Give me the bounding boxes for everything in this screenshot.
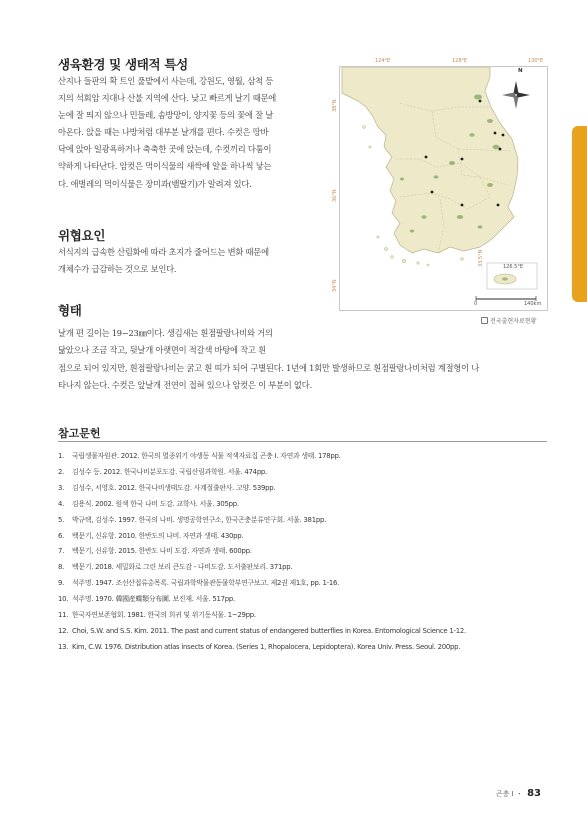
chapter-tab — [572, 126, 587, 302]
references-list — [58, 449, 553, 656]
list-item: 12. Choi, S.W. and S.S. Kim. 2011. The past and current status of endangered butterflies in Korea. Entomological Science 1-12. — [58, 626, 466, 635]
text-line: 산지나 들판의 확 트인 풀밭에서 사는데, 강원도, 영월, 삼척 등 — [58, 76, 274, 86]
legend-icon — [481, 317, 488, 324]
longitude-label: 128°E — [452, 58, 468, 64]
text-line: 날개 편 길이는 19~23㎜이다. 생김새는 흰점팔랑나비와 거의 — [58, 328, 273, 338]
references-title: 참고문헌 — [58, 427, 101, 440]
list-item: 5. 박규택, 김성수. 1997. 한국의 나비. 생명공학연구소, 한국곤충분류연구회. 서울. 381pp. — [58, 515, 327, 524]
inset-longitude-label: 126.5°E — [503, 264, 523, 270]
north-arrow-icon — [502, 81, 530, 109]
korea-map-svg — [340, 67, 548, 311]
text-line: 눈에 잘 띄지 않으나 민들레, 솜방망이, 양지꽃 등의 꽃에 잘 날 — [58, 110, 274, 121]
text-line: 닮았으나 조금 작고, 뒷날개 아랫면이 적갈색 바탕에 작고 흰 — [58, 345, 266, 356]
text-line: 점으로 되어 있지만, 흰점팔랑나비는 굵고 흰 띠가 되어 구별된다. 1년에 1회만 발생하므로 흰점팔랑나비처럼 계절형이 나 — [58, 363, 479, 373]
latitude-label: 38°N — [332, 99, 338, 112]
list-item: 3. 김성수, 서영호. 2012. 한국나비생태도감. 사계절출판사. 고양. 539pp. — [58, 483, 276, 492]
distribution-map — [339, 66, 548, 311]
section-title-morphology: 형태 — [58, 303, 82, 318]
longitude-label: 130°E — [528, 58, 544, 64]
list-item: 7. 백문기, 신유항. 2015. 한반도 나비 도감. 자연과 생태. 600pp. — [58, 547, 252, 556]
text-line: 타나지 않는다. 수컷은 앞날개 전연이 접혀 있으나 암컷은 이 부분이 없다. — [58, 380, 312, 391]
latitude-label: 34°N — [332, 279, 338, 292]
references-divider — [58, 441, 547, 442]
threat-paragraph — [58, 244, 322, 278]
longitude-label: 124°E — [375, 58, 391, 64]
text-line: 지의 석회암 지대나 산불 지역에 산다. 낮고 빠르게 날기 때문에 — [58, 93, 276, 104]
map-caption-text: 전국출현자료현황 — [490, 318, 537, 325]
list-item: 11. 한국자연보존협회. 1981. 한국의 희귀 및 위기동식물. 1~29pp. — [58, 611, 256, 620]
list-item: 9. 석주명. 1947. 조선산접류총목록. 국립과학박물관동물학부연구보고. 제2권 제1호, pp. 1-16. — [58, 579, 340, 588]
scale-end-label: 140km — [524, 301, 542, 307]
text-line: 개체수가 급감하는 것으로 보인다. — [58, 264, 177, 275]
footer-label: 곤충 I ・ — [495, 790, 523, 798]
ecology-paragraph — [58, 73, 322, 193]
section-title-threat: 위협요인 — [58, 228, 106, 243]
text-line: 다. 애벌레의 먹이식물은 장미과(뱀딸기)가 알려져 있다. — [58, 178, 252, 189]
list-item: 2. 김성수 등. 2012. 한국나비분포도감. 국립산림과학원. 서울. 474pp. — [58, 467, 268, 476]
jeju-site-patch — [502, 277, 508, 280]
inset-latitude-label: 33.5°N — [478, 249, 484, 267]
text-line: 닥에 앉아 일광욕하거나 축축한 곳에 앉는데, 수컷끼리 다툼이 — [58, 144, 272, 155]
morphology-paragraph-wide — [58, 360, 546, 395]
list-item: 8. 백문기. 2018. 세밀화로 그린 보리 큰도감 - 나비도감. 도서출판보리. 371pp. — [58, 563, 293, 572]
map-caption — [481, 316, 536, 325]
text-line: 아온다. 앉을 때는 나방처럼 대부분 날개를 편다. 수컷은 땅바 — [58, 127, 269, 138]
text-line: 서식지의 급속한 산림화에 따라 초지가 줄어드는 변화 때문에 — [58, 247, 269, 257]
list-item: 10. 석주명. 1970. 韓國産蝶類分布圖. 보진재. 서울. 517pp. — [58, 595, 235, 604]
list-item: 6. 백문기, 신유항. 2010. 한반도의 나비. 자연과 생태. 430pp. — [58, 531, 244, 540]
morphology-paragraph-narrow — [58, 325, 322, 359]
page-number: 83 — [527, 788, 541, 799]
page-footer — [496, 788, 541, 799]
text-line: 약하게 나타난다. 암컷은 먹이식물의 새싹에 알을 하나씩 낳는 — [58, 161, 272, 172]
list-item: 4. 김용식. 2002. 원색 한국 나비 도감. 교학사. 서울. 305pp. — [58, 499, 239, 508]
mainland-landmass — [342, 67, 518, 253]
list-item: 13. Kim, C.W. 1976. Distribution atlas insects of Korea. (Series 1, Rhopalocera, Lepidoptera). Korea Univ. Press. Seoul. 200pp. — [58, 642, 461, 651]
list-item: 1. 국립생물자원관. 2012. 한국의 멸종위기 야생동 식물 적색자료집 곤충 I. 자연과 생태. 178pp. — [58, 452, 341, 460]
north-label: N — [518, 68, 523, 74]
latitude-label: 36°N — [332, 189, 338, 202]
scale-start-label: 0 — [474, 301, 478, 307]
section-title-ecology: 생육환경 및 생태적 특성 — [58, 57, 188, 72]
